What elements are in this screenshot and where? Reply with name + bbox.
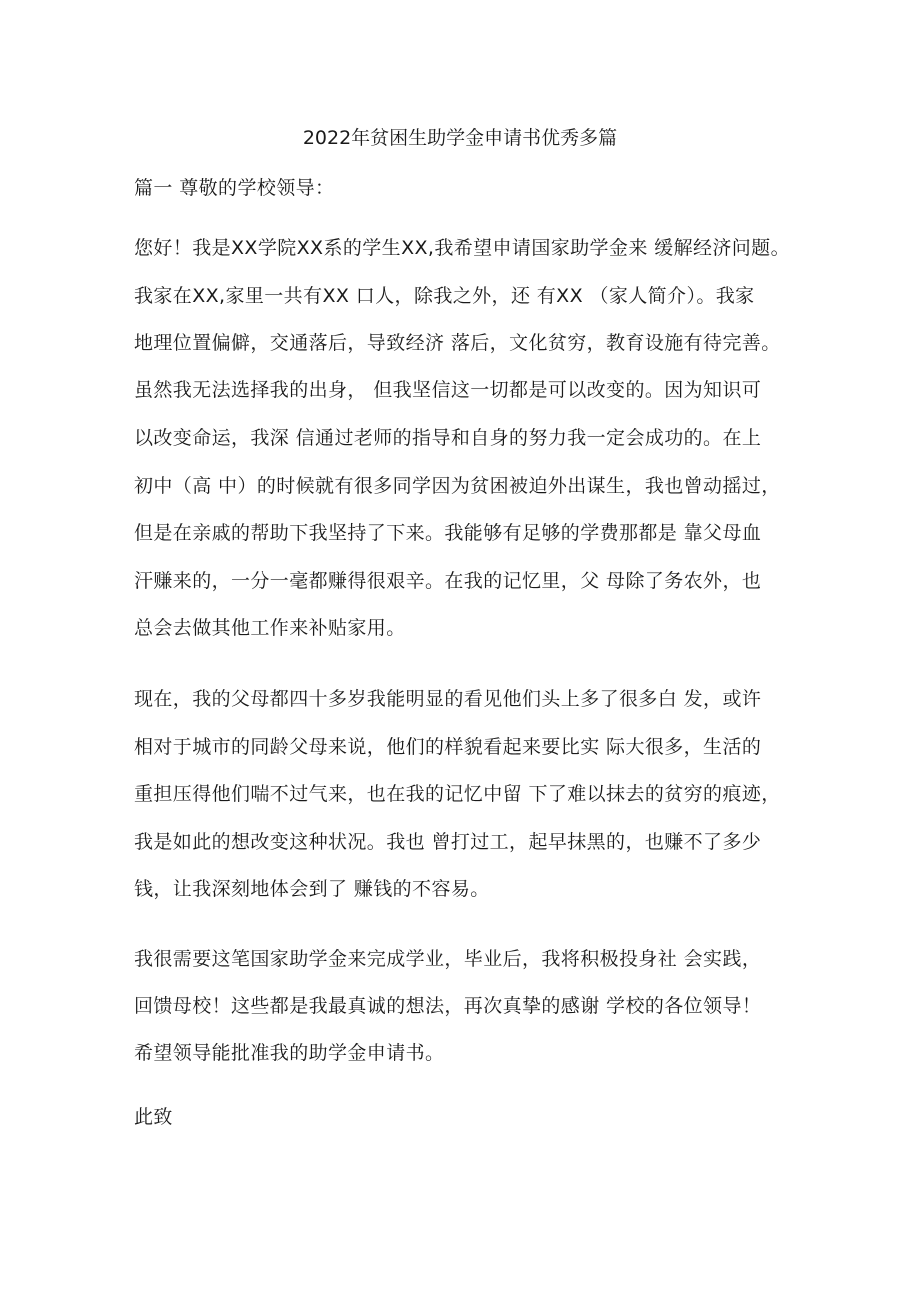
paragraph-line: 相对于城市的同龄父母来说，他们的样貌看起来要比实 际大很多，生活的 [134,736,762,758]
paragraph-line: 我很需要这笔国家助学金来完成学业，毕业后，我将积极投身社 会实践， [134,948,762,970]
paragraph-line: 我家在XX,家里一共有XX 口人，除我之外，还 有XX （家人简介）。我家 [134,285,755,307]
paragraph-line: 我是如此的想改变这种状况。我也 曾打过工，起早抹黑的，也赚不了多少 [134,831,762,853]
paragraph-line: 地理位置偏僻，交通落后，导致经济 落后，文化贫穷，教育设施有待完善。 [134,332,781,354]
paragraph-line: 汗赚来的，一分一毫都赚得很艰辛。在我的记忆里，父 母除了务农外，也 [134,570,762,592]
paragraph-line: 但是在亲戚的帮助下我坚持了下来。我能够有足够的学费那都是 靠父母血 [134,522,762,544]
paragraph-line: 您好！我是XX学院XX系的学生XX,我希望申请国家助学金来 缓解经济问题。 [134,237,790,259]
document-title: 2022年贫困生助学金申请书优秀多篇 [302,127,618,149]
paragraph-line: 重担压得他们喘不过气来，也在我的记忆中留 下了难以抹去的贫穷的痕迹， [134,783,781,805]
paragraph-line: 钱，让我深刻地体会到了 赚钱的不容易。 [134,878,490,900]
paragraph-line: 希望领导能批准我的助学金申请书。 [134,1042,445,1064]
paragraph-line: 以改变命运，我深 信通过老师的指导和自身的努力我一定会成功的。在上 [134,427,762,449]
closing-text: 此致 [134,1106,173,1128]
paragraph-line: 总会去做其他工作来补贴家用。 [134,617,406,639]
paragraph-line: 现在，我的父母都四十多岁我能明显的看见他们头上多了很多白 发，或许 [134,688,762,710]
paragraph-line: 回馈母校！这些都是我最真诚的想法，再次真挚的感谢 学校的各位领导！ [134,995,762,1017]
paragraph-line: 初中（高 中）的时候就有很多同学因为贫困被迫外出谋生，我也曾动摇过， [134,475,781,497]
salutation-heading: 篇一 尊敬的学校领导： [134,177,335,199]
paragraph-line: 虽然我无法选择我的出身， 但我坚信这一切都是可以改变的。因为知识可 [134,379,762,401]
